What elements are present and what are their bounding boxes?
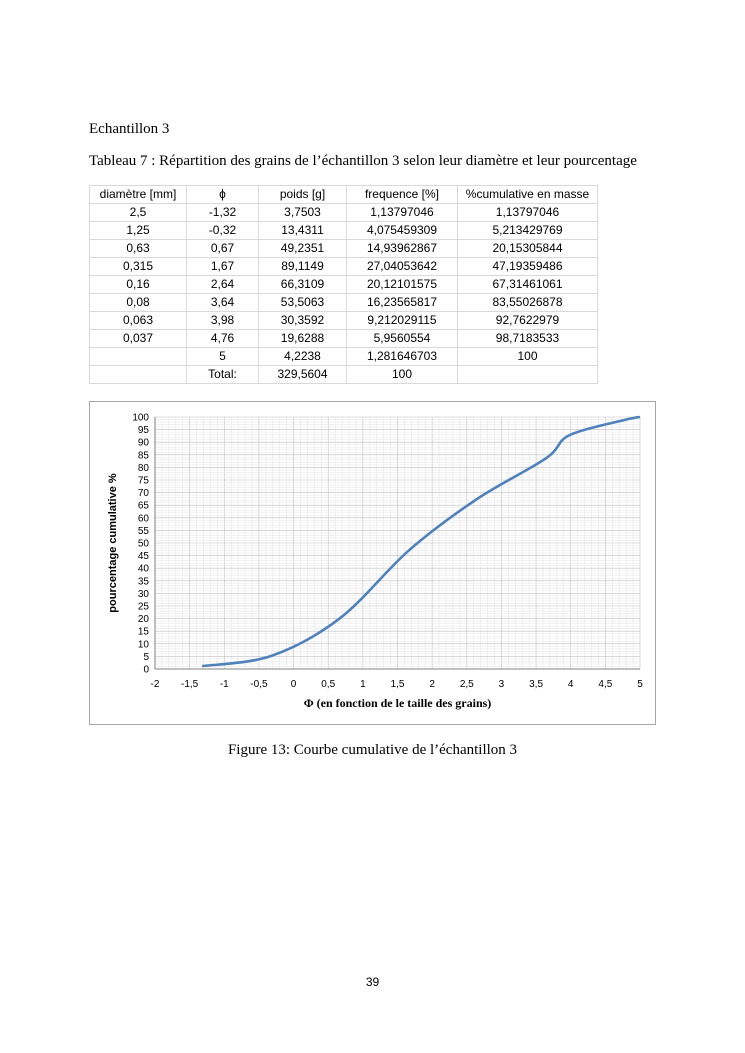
y-tick-label: 5 bbox=[143, 651, 149, 663]
table-row bbox=[90, 294, 598, 312]
x-tick-label: 0 bbox=[290, 679, 297, 690]
table-row bbox=[90, 330, 598, 348]
x-tick-label: 3,5 bbox=[529, 679, 544, 690]
table-cell: 30,3592 bbox=[259, 312, 347, 330]
table-cell: 19,6288 bbox=[259, 330, 347, 348]
x-tick-label: -1,5 bbox=[181, 679, 199, 690]
table-cell bbox=[458, 366, 598, 384]
y-tick-label: 20 bbox=[137, 614, 149, 626]
table-cell: -0,32 bbox=[187, 222, 259, 240]
y-tick-label: 0 bbox=[143, 664, 149, 676]
y-tick-label: 35 bbox=[137, 576, 149, 588]
table-cell: 4,76 bbox=[187, 330, 259, 348]
table-cell: 4,075459309 bbox=[347, 222, 458, 240]
x-tick-label: 2 bbox=[429, 679, 435, 690]
chart-svg bbox=[90, 402, 657, 726]
table-cell: 1,13797046 bbox=[347, 204, 458, 222]
table-cell: 1,67 bbox=[187, 258, 259, 276]
table-cell: 5,9560554 bbox=[347, 330, 458, 348]
table-caption: Tableau 7 : Répartition des grains de l’échantillon 3 selon leur diamètre et leur pourcentage bbox=[89, 153, 637, 169]
figure-caption: Figure 13: Courbe cumulative de l’échantillon 3 bbox=[227, 742, 518, 758]
table-cell: 66,3109 bbox=[259, 276, 347, 294]
table-cell: 0,08 bbox=[90, 294, 187, 312]
table-cell: 2,5 bbox=[90, 204, 187, 222]
x-tick-label: 0,5 bbox=[321, 679, 336, 690]
x-tick-label: 4,5 bbox=[598, 679, 613, 690]
table-cell: 3,64 bbox=[187, 294, 259, 312]
table-cell: 2,64 bbox=[187, 276, 259, 294]
y-tick-label: 15 bbox=[137, 626, 149, 638]
table-cell: 5,213429769 bbox=[458, 222, 598, 240]
y-tick-label: 65 bbox=[137, 500, 149, 512]
y-tick-label: 30 bbox=[137, 588, 149, 600]
x-tick-label: 1 bbox=[360, 679, 366, 690]
table-cell: 20,15305844 bbox=[458, 240, 598, 258]
table-cell bbox=[90, 348, 187, 366]
table-cell: 1,25 bbox=[90, 222, 187, 240]
table-row bbox=[90, 222, 598, 240]
table-cell: 20,12101575 bbox=[347, 276, 458, 294]
table-cell: 0,315 bbox=[90, 258, 187, 276]
table-cell: 47,19359486 bbox=[458, 258, 598, 276]
table-cell: 0,037 bbox=[90, 330, 187, 348]
y-tick-label: 90 bbox=[137, 437, 149, 449]
table-cell: 83,55026878 bbox=[458, 294, 598, 312]
x-tick-label: 5 bbox=[637, 679, 643, 690]
x-axis-title: Φ (en fonction de le taille des grains) bbox=[303, 696, 492, 710]
x-tick-label: 4 bbox=[567, 679, 574, 690]
x-tick-label: 2,5 bbox=[459, 679, 474, 690]
y-tick-label: 80 bbox=[137, 462, 149, 474]
table-cell: 5 bbox=[187, 348, 259, 366]
table-cell: 27,04053642 bbox=[347, 258, 458, 276]
table-cell: 3,7503 bbox=[259, 204, 347, 222]
table-cell: 89,1149 bbox=[259, 258, 347, 276]
table-cell: 49,2351 bbox=[259, 240, 347, 258]
table-cell: 16,23565817 bbox=[347, 294, 458, 312]
cumulative-curve-chart bbox=[89, 401, 656, 725]
table-row bbox=[90, 276, 598, 294]
table-cell: 14,93962867 bbox=[347, 240, 458, 258]
table-cell: 329,5604 bbox=[259, 366, 347, 384]
table-header-row bbox=[90, 186, 598, 204]
table-cell: 98,7183533 bbox=[458, 330, 598, 348]
y-tick-label: 55 bbox=[137, 525, 149, 537]
table-cell: 0,67 bbox=[187, 240, 259, 258]
table-cell: 67,31461061 bbox=[458, 276, 598, 294]
y-tick-label: 95 bbox=[137, 425, 149, 437]
table-cell: 92,7622979 bbox=[458, 312, 598, 330]
table-cell: 100 bbox=[347, 366, 458, 384]
table-cell: 53,5063 bbox=[259, 294, 347, 312]
x-tick-label: 3 bbox=[498, 679, 505, 690]
table-row bbox=[90, 240, 598, 258]
table-row bbox=[90, 366, 598, 384]
table-cell: 100 bbox=[458, 348, 598, 366]
column-header: ϕ bbox=[187, 186, 259, 204]
y-tick-label: 60 bbox=[137, 513, 149, 525]
y-axis-title: pourcentage cumulative % bbox=[107, 473, 119, 613]
table-cell: 9,212029115 bbox=[347, 312, 458, 330]
table-cell: Total: bbox=[187, 366, 259, 384]
table-cell: 3,98 bbox=[187, 312, 259, 330]
y-tick-label: 85 bbox=[137, 450, 149, 462]
x-tick-label: -0,5 bbox=[250, 679, 268, 690]
y-tick-label: 40 bbox=[137, 563, 149, 575]
grain-distribution-table bbox=[89, 185, 598, 384]
x-tick-label: -1 bbox=[219, 679, 229, 690]
column-header: diamètre [mm] bbox=[90, 186, 187, 204]
y-tick-label: 70 bbox=[137, 488, 149, 500]
table-cell: -1,32 bbox=[187, 204, 259, 222]
table-cell: 4,2238 bbox=[259, 348, 347, 366]
column-header: poids [g] bbox=[259, 186, 347, 204]
table-cell bbox=[90, 366, 187, 384]
y-tick-label: 10 bbox=[137, 639, 149, 651]
table-row bbox=[90, 204, 598, 222]
page-number: 39 bbox=[365, 975, 380, 989]
table-cell: 13,4311 bbox=[259, 222, 347, 240]
table-cell: 0,16 bbox=[90, 276, 187, 294]
column-header: %cumulative en masse bbox=[458, 186, 598, 204]
table-row bbox=[90, 258, 598, 276]
y-tick-label: 50 bbox=[137, 538, 149, 550]
table-cell: 0,63 bbox=[90, 240, 187, 258]
table-cell: 0,063 bbox=[90, 312, 187, 330]
x-tick-label: 1,5 bbox=[390, 679, 405, 690]
y-tick-label: 45 bbox=[137, 551, 149, 563]
table-body bbox=[90, 204, 598, 384]
y-tick-label: 25 bbox=[137, 601, 149, 613]
column-header: frequence [%] bbox=[347, 186, 458, 204]
sample-title: Echantillon 3 bbox=[89, 121, 170, 137]
table-cell: 1,281646703 bbox=[347, 348, 458, 366]
y-tick-label: 100 bbox=[132, 412, 149, 424]
y-tick-label: 75 bbox=[137, 475, 149, 487]
x-tick-label: -2 bbox=[150, 679, 160, 690]
table-row bbox=[90, 348, 598, 366]
table-row bbox=[90, 312, 598, 330]
table-cell: 1,13797046 bbox=[458, 204, 598, 222]
